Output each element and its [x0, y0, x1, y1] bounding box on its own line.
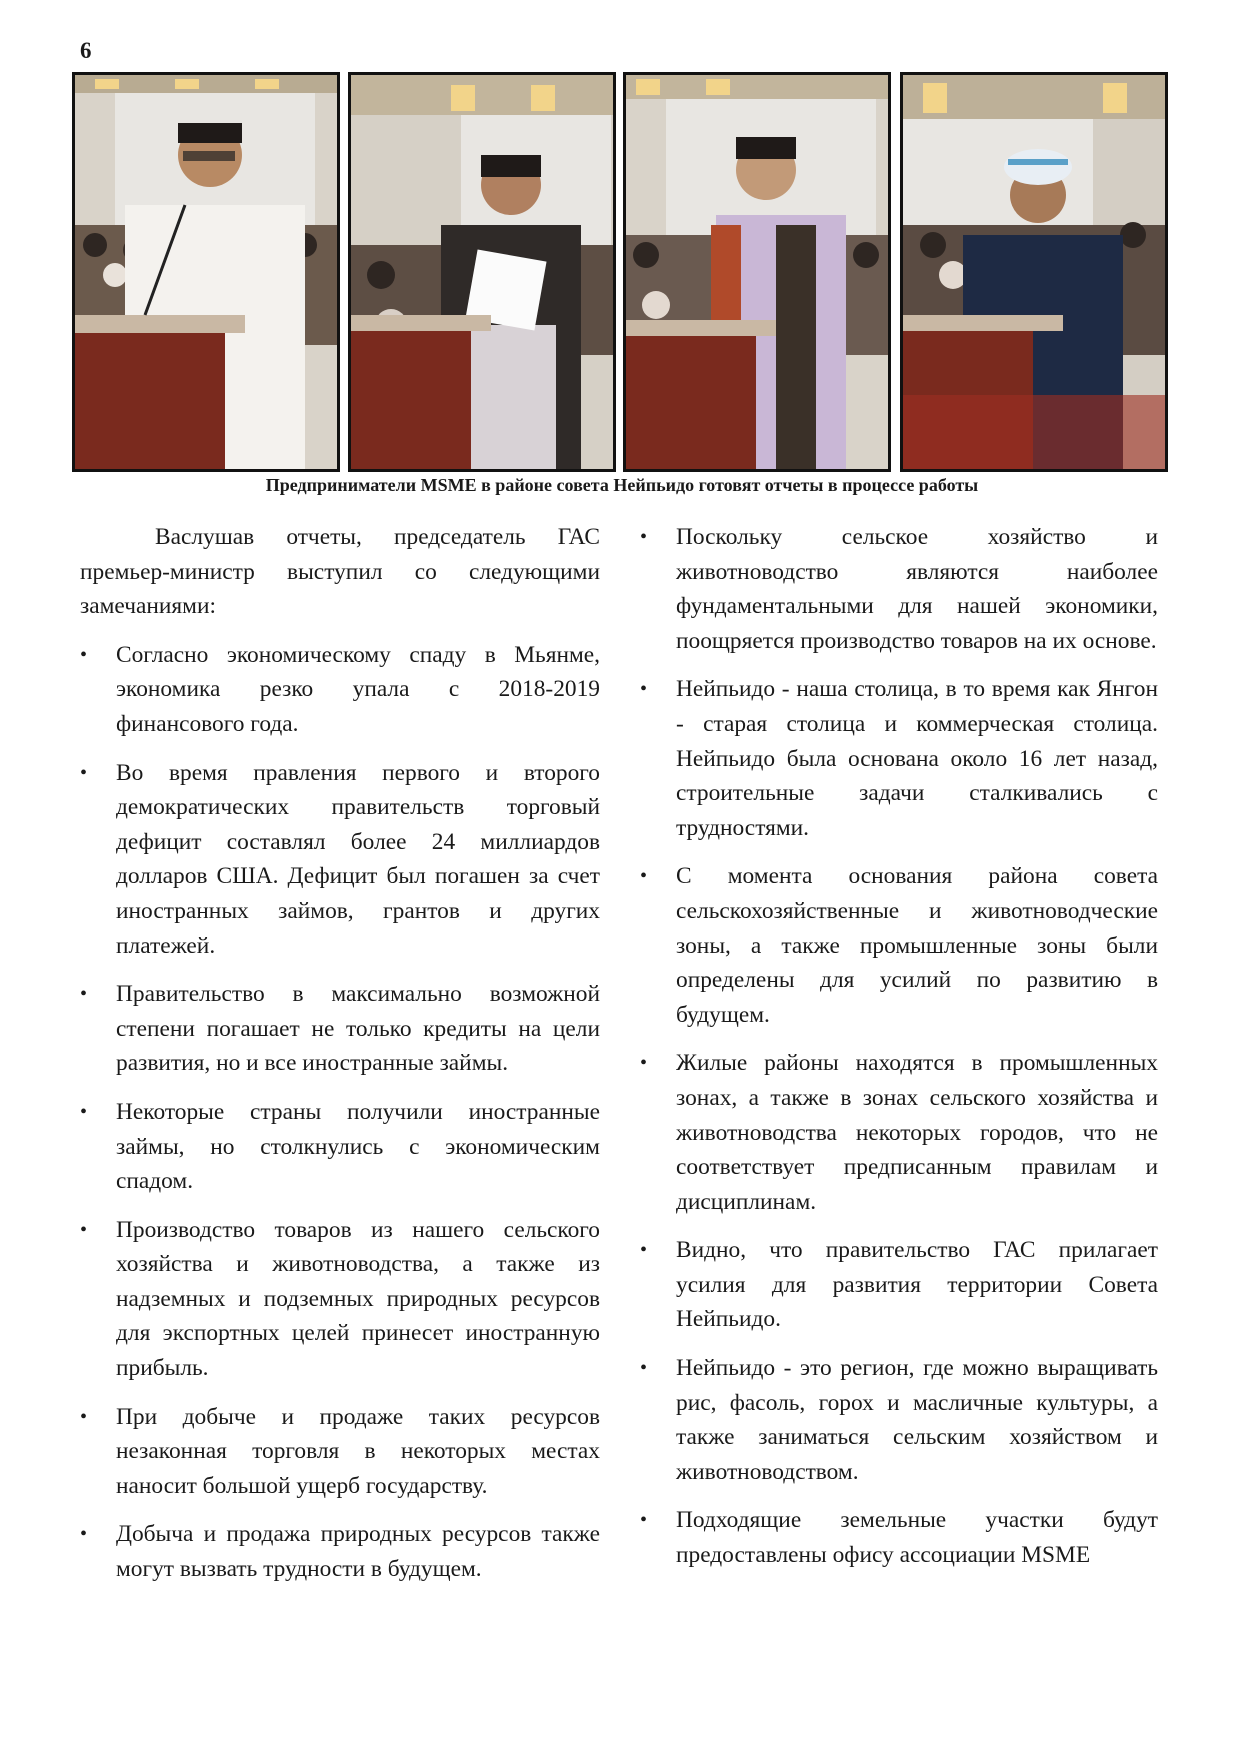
intro-paragraph: Васлушав отчеты, председатель ГАС премьер-министр выступил со следующими замечаниями:	[80, 524, 600, 620]
right-column	[640, 520, 1158, 1587]
bullet-icon: •	[80, 761, 88, 784]
bullet-icon: •	[80, 983, 88, 1006]
list-item: • С момента основания района совета сельскохозяйственные и животноводческие зоны, а также промышленные зоны были определены для усилий по развитию в будущем.	[640, 859, 1158, 1032]
bullet-icon: •	[640, 1509, 648, 1532]
bullet-icon: •	[640, 526, 648, 548]
photo-speaker-1	[72, 72, 340, 472]
photo-speaker-2	[348, 72, 616, 472]
list-item: • Поскольку сельское хозяйство и животноводство являются наиболее фундаментальными для нашей экономики, поощряется производство товаров на их основе.	[640, 520, 1158, 658]
bullet-icon: •	[80, 1100, 88, 1123]
bullet-icon: •	[640, 1357, 648, 1380]
list-item: • Видно, что правительство ГАС прилагает усилия для развития территории Совета Нейпьидо.	[640, 1233, 1158, 1337]
bullet-icon: •	[640, 865, 648, 888]
photo-strip	[72, 72, 1172, 472]
bullet-icon: •	[640, 1052, 648, 1075]
left-column	[80, 520, 600, 1601]
list-item: • Добыча и продажа природных ресурсов также могут вызвать трудности в будущем.	[80, 1517, 600, 1586]
list-item: • Некоторые страны получили иностранные займы, но столкнулись с экономическим спадом.	[80, 1095, 600, 1199]
list-item: • Нейпьидо - это регион, где можно выращивать рис, фасоль, горох и масличные культуры, а также заниматься сельским хозяйством и животноводством.	[640, 1351, 1158, 1489]
left-bullet-list	[80, 638, 600, 1587]
right-bullet-list	[640, 520, 1158, 1573]
bullet-icon: •	[640, 1239, 648, 1262]
list-item: • Во время правления первого и второго демократических правительств торговый дефицит составлял более 24 миллиардов долларов США. Дефицит был погашен за счет иностранных займов, грантов и других платежей.	[80, 756, 600, 964]
list-item: • Жилые районы находятся в промышленных зонах, а также в зонах сельского хозяйства и животноводства некоторых городов, что не соответствует предписанным правилам и дисциплинам.	[640, 1046, 1158, 1219]
photo-speaker-3	[623, 72, 891, 472]
list-item: • Правительство в максимально возможной степени погашает не только кредиты на цели развития, но и все иностранные займы.	[80, 977, 600, 1081]
bullet-icon: •	[80, 1405, 88, 1428]
photo-speaker-4	[900, 72, 1168, 472]
page-number: 6	[80, 38, 92, 63]
bullet-icon: •	[80, 643, 88, 666]
photo-caption: Предприниматели MSME в районе совета Нейпьидо готовят отчеты в процессе работы	[265, 475, 979, 495]
bullet-icon: •	[80, 1523, 88, 1546]
list-item: • Нейпьидо - наша столица, в то время как Янгон - старая столица и коммерческая столица. Нейпьидо была основана около 16 лет назад, строительные задачи сталкивались с трудностями.	[640, 672, 1158, 845]
list-item: • Согласно экономическому спаду в Мьянме, экономика резко упала с 2018-2019 финансового года.	[80, 638, 600, 742]
bullet-icon: •	[80, 1218, 88, 1241]
list-item: • Подходящие земельные участки будут предоставлены офису ассоциации MSME	[640, 1503, 1158, 1572]
list-item: • Производство товаров из нашего сельского хозяйства и животноводства, а также из надземных и подземных природных ресурсов для экспортных целей принесет иностранную прибыль.	[80, 1213, 600, 1386]
list-item: • При добыче и продаже таких ресурсов незаконная торговля в некоторых местах наносит большой ущерб государству.	[80, 1400, 600, 1504]
bullet-icon: •	[640, 678, 648, 701]
